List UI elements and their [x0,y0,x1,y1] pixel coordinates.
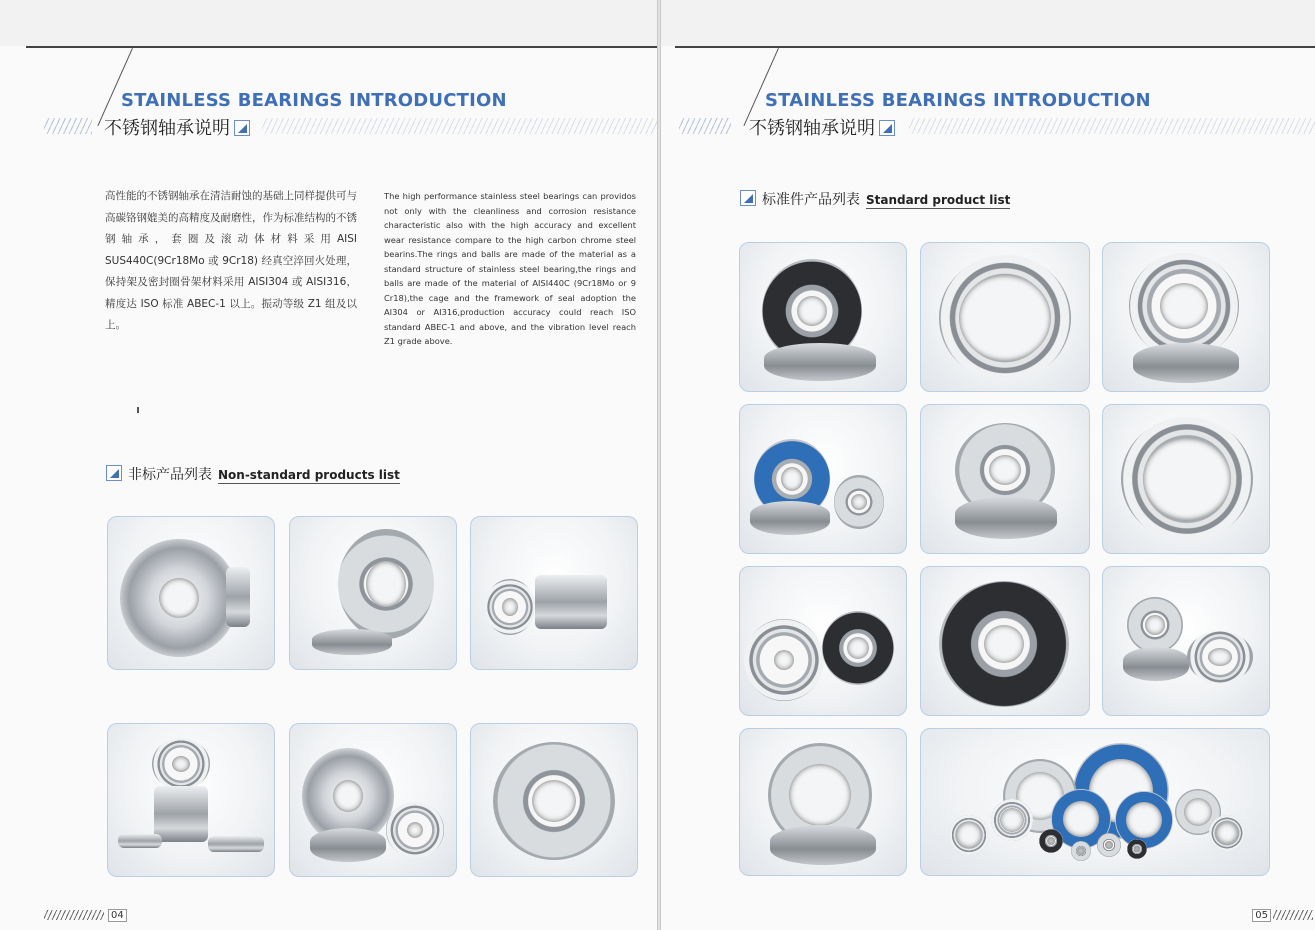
product-photo-tile [470,723,638,877]
product-photo-tile [289,723,457,877]
section-title-cn: 非标产品列表 [128,467,212,483]
corner-arrow-icon [879,120,895,136]
corner-arrow-icon [106,465,122,481]
bearing-image [310,828,386,862]
bearing-image [750,501,830,535]
footer-hatch [44,910,104,920]
bearing-image [770,825,876,865]
intro-text-cn: 高性能的不锈钢轴承在清洁耐蚀的基础上同样提供可与高碳铬钢媲美的高精度及耐磨性，作为标准结构的不锈钢轴承，套圈及滚动体材料采用AISI SUS440C(9Cr18Mo 或 9Cr18) 经真空淬回火处理，保持架及密封圈骨架材料采用 AISI304 或 AISI316，精度达 ISO 标准 ABEC-1 以上。振动等级 Z1 组及以上。 [105,190,357,331]
page-title-cn [104,114,250,140]
section-heading-nonstandard [106,464,400,484]
top-band [661,0,1315,46]
bearing-image [1071,841,1091,861]
header-rule [26,46,657,48]
bearing-image [949,815,989,855]
bearing-image [386,802,444,858]
page-title-cn-text: 不锈钢轴承说明 [749,118,875,139]
product-photo-tile [289,516,457,670]
product-photo-tile [920,404,1090,554]
page-number-value: 04 [108,909,127,922]
product-photo-tile [107,516,275,670]
bearing-image [955,497,1057,539]
page-title-en: STAINLESS BEARINGS INTRODUCTION [765,90,1151,111]
product-photo-tile [1102,566,1270,716]
page-number-value: 05 [1252,909,1271,922]
bearing-image [226,567,250,627]
intro-text-en: The high performance stainless steel bearings can providos not only with the cleanliness and corrosion resistance characteristic also with the high accuracy and excellent wear resistance compare to the high carbon chrome steel bearins.The rings and balls are made of the material as a standard structure of stainless steel bearing,the rings and balls are made of the material of AISI440C (9Cr18Mo or 9 Cr18),the cage and the framework of seal adoption the AI304 or AI316,production accuracy could reach ISO standard ABEC-1 and above, and the vibration level reach Z1 grade above. [384,191,636,346]
bearing-image [1121,417,1253,541]
header-hatch-long [909,118,1315,134]
section-title-cn: 标准件产品列表 [762,192,860,208]
section-title-en: Standard product list [866,193,1011,207]
bearing-image [744,619,824,701]
print-mark [137,407,139,413]
product-photo-tile [739,728,907,876]
header-hatch [44,118,92,134]
bearing-image [822,611,894,685]
section-heading-standard [740,189,1010,209]
product-photo-tile [739,242,907,392]
corner-arrow-icon [234,120,250,136]
right-page [661,0,1315,930]
bearing-image [1115,791,1173,849]
bearing-image [1097,833,1121,857]
page-title-en: STAINLESS BEARINGS INTRODUCTION [121,90,507,111]
bearing-image [1039,829,1063,853]
bearing-image [764,343,876,381]
corner-arrow-icon [740,190,756,206]
product-photo-tile [1102,404,1270,554]
bearing-image [1127,597,1183,653]
footer-hatch [1273,910,1313,920]
bearing-image [991,799,1033,841]
bearing-image [338,529,434,639]
bearing-image [208,836,264,852]
page-title-cn-text: 不锈钢轴承说明 [104,118,230,139]
bearing-image [118,834,162,848]
bearing-image [1133,343,1239,383]
bearing-image [939,255,1071,381]
product-photo-tile [920,242,1090,392]
product-photo-tile-wide [920,728,1270,876]
header-rule [675,46,1315,48]
page-title-cn [749,114,895,140]
top-band [0,0,657,46]
bearing-image [154,786,208,842]
product-photo-tile [739,566,907,716]
bearing-image [1123,647,1189,681]
bearing-image [120,539,238,657]
product-photo-tile [1102,242,1270,392]
product-photo-tile [107,723,275,877]
header-hatch-long [262,118,657,134]
bearing-image [1127,839,1147,859]
bearing-image [1187,631,1253,683]
product-photo-tile [920,566,1090,716]
section-title-en: Non-standard products list [218,468,400,482]
bearing-image [493,742,615,860]
bearing-image [535,575,607,629]
bearing-image [312,629,392,655]
bearing-image [485,579,535,635]
bearing-image [939,581,1069,707]
product-photo-tile [739,404,907,554]
header-hatch [679,118,731,134]
page-number [1252,909,1271,922]
bearing-image [834,475,884,529]
product-photo-tile [470,516,638,670]
bearing-image [152,738,210,790]
bearing-image [1209,815,1245,851]
left-page [0,0,657,930]
page-number [108,909,127,922]
